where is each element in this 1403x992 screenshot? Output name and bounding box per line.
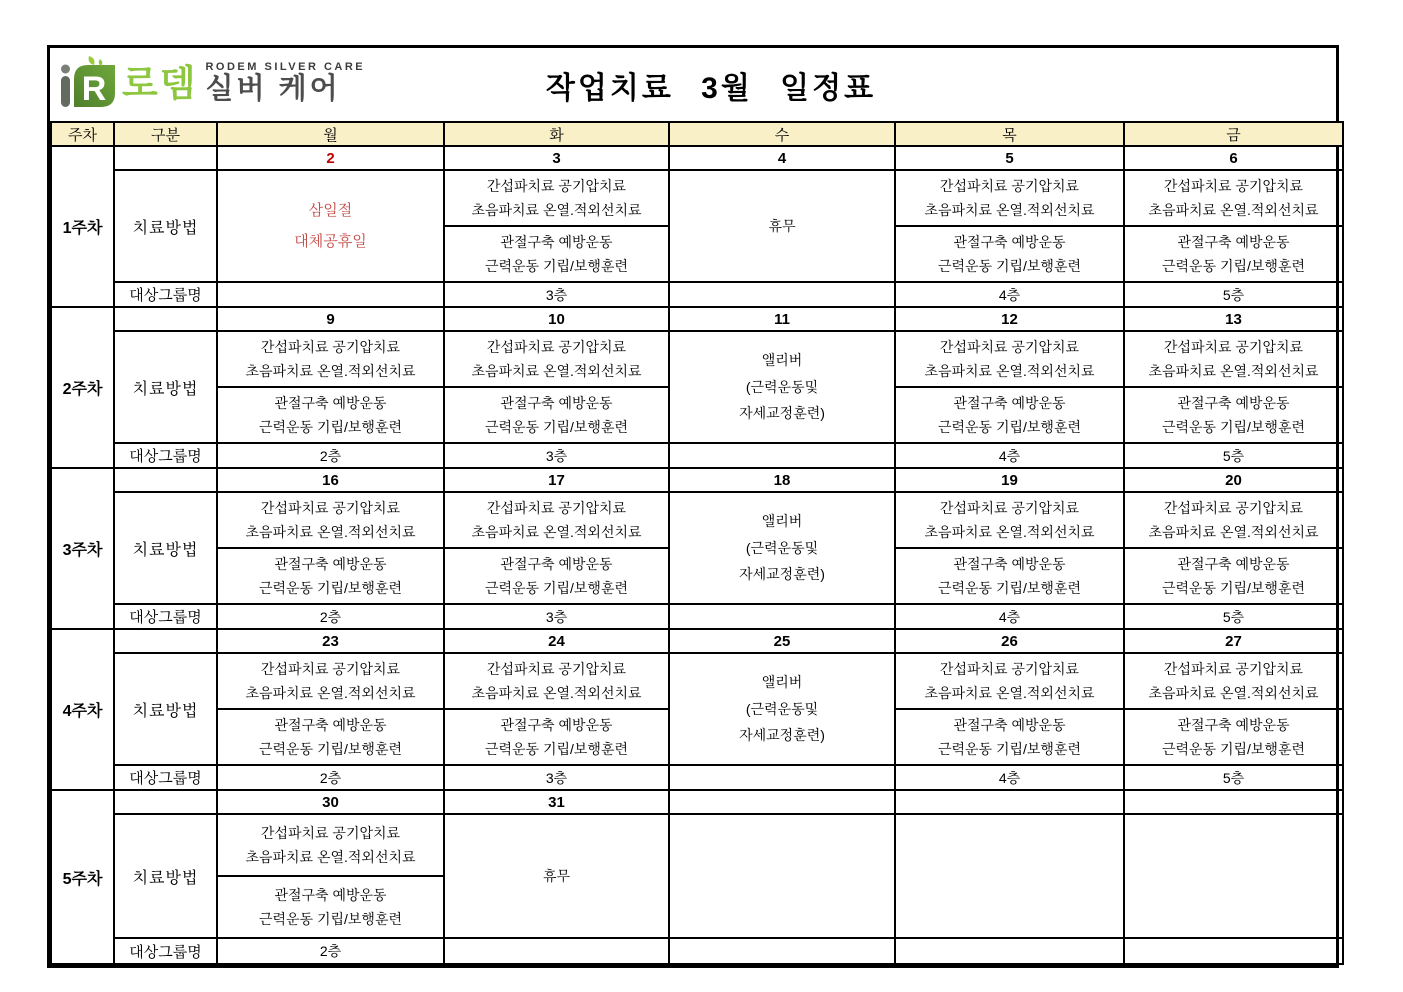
text-line: 관절구축 예방운동	[1177, 555, 1290, 572]
text-line: 삼일절	[308, 201, 353, 219]
text-line: 근력운동 기립/보행훈련	[937, 741, 1082, 757]
treatment-row-label: 치료방법	[114, 492, 217, 604]
group-cell	[669, 765, 895, 790]
text-line: 간섭파치료 공기압치료	[939, 660, 1080, 677]
treatment-cell-afternoon	[1124, 387, 1343, 443]
treatment-cell-afternoon	[1124, 709, 1343, 765]
treatment-row-label: 치료방법	[114, 170, 217, 282]
treatment-cell-morning	[444, 331, 669, 387]
header-thursday: 목	[895, 122, 1124, 146]
merged-cell	[669, 653, 895, 765]
treatment-cell-afternoon	[895, 709, 1124, 765]
category-spacer	[114, 468, 217, 492]
text-line: 자세교정훈련)	[739, 566, 825, 583]
text-line: 관절구축 예방운동	[500, 716, 613, 733]
text-line: 관절구축 예방운동	[953, 716, 1066, 733]
merged-cell	[444, 814, 669, 938]
group-cell: 2층	[217, 443, 444, 468]
date-cell: 25	[669, 629, 895, 653]
group-cell: 5층	[1124, 443, 1343, 468]
treatment-cell-afternoon	[1124, 548, 1343, 604]
text-line: 관절구축 예방운동	[274, 394, 387, 411]
group-cell: 5층	[1124, 604, 1343, 629]
rodem-logo	[58, 55, 365, 111]
merged-cell	[895, 814, 1124, 938]
text-line: 간섭파치료 공기압치료	[1163, 338, 1304, 355]
text-line: 초음파치료 온열.적외선치료	[245, 363, 416, 379]
treatment-row-label: 치료방법	[114, 814, 217, 938]
group-cell: 3층	[444, 282, 669, 307]
group-row-label: 대상그룹명	[114, 443, 217, 468]
merged-cell	[669, 492, 895, 604]
treatment-cell-morning	[895, 653, 1124, 709]
date-cell: 9	[217, 307, 444, 331]
group-cell: 3층	[444, 604, 669, 629]
merged-cell	[1124, 814, 1343, 938]
schedule-table	[50, 121, 1344, 965]
text-line: 근력운동 기립/보행훈련	[484, 419, 629, 435]
date-cell: 16	[217, 468, 444, 492]
group-cell: 5층	[1124, 765, 1343, 790]
text-line: 근력운동 기립/보행훈련	[258, 419, 403, 435]
week-label: 1주차	[51, 146, 114, 307]
text-line: 초음파치료 온열.적외선치료	[471, 524, 642, 540]
date-cell: 12	[895, 307, 1124, 331]
merged-cell	[669, 170, 895, 282]
group-row-label: 대상그룹명	[114, 765, 217, 790]
date-cell	[1124, 790, 1343, 814]
text-line: 간섭파치료 공기압치료	[939, 499, 1080, 516]
date-cell: 10	[444, 307, 669, 331]
text-line: 초음파치료 온열.적외선치료	[471, 202, 642, 218]
group-cell: 4층	[895, 443, 1124, 468]
text-line: 간섭파치료 공기압치료	[939, 177, 1080, 194]
treatment-cell-morning	[1124, 653, 1343, 709]
group-cell	[669, 443, 895, 468]
text-line: 자세교정훈련)	[739, 727, 825, 744]
header-week: 주차	[51, 122, 114, 146]
text-line: 관절구축 예방운동	[953, 233, 1066, 250]
category-spacer	[114, 307, 217, 331]
text-line: 근력운동 기립/보행훈련	[937, 419, 1082, 435]
text-line: 관절구축 예방운동	[1177, 233, 1290, 250]
logo-text-rodem: 로뎀	[122, 62, 198, 104]
merged-cell	[669, 814, 895, 938]
text-line: 관절구축 예방운동	[500, 394, 613, 411]
category-spacer	[114, 790, 217, 814]
text-line: 근력운동 기립/보행훈련	[258, 911, 403, 927]
header-monday: 월	[217, 122, 444, 146]
category-spacer	[114, 629, 217, 653]
text-line: 관절구축 예방운동	[274, 555, 387, 572]
page-title: 작업치료 3월 일정표	[545, 71, 877, 105]
text-line: 관절구축 예방운동	[1177, 716, 1290, 733]
group-cell: 2층	[217, 765, 444, 790]
date-cell: 31	[444, 790, 669, 814]
text-line: 근력운동 기립/보행훈련	[1161, 419, 1306, 435]
treatment-cell-morning	[217, 653, 444, 709]
group-cell: 2층	[217, 938, 444, 964]
date-cell: 20	[1124, 468, 1343, 492]
date-cell	[669, 790, 895, 814]
treatment-cell-morning	[1124, 170, 1343, 226]
text-line: 초음파치료 온열.적외선치료	[924, 202, 1095, 218]
group-row-label: 대상그룹명	[114, 938, 217, 964]
text-line: 초음파치료 온열.적외선치료	[471, 363, 642, 379]
text-line: 근력운동 기립/보행훈련	[484, 580, 629, 596]
date-cell: 18	[669, 468, 895, 492]
text-line: 근력운동 기립/보행훈련	[1161, 741, 1306, 757]
treatment-cell-morning	[444, 653, 669, 709]
date-cell: 2	[217, 146, 444, 170]
date-cell: 24	[444, 629, 669, 653]
text-line: 휴무	[542, 867, 571, 884]
header-category: 구분	[114, 122, 217, 146]
text-line: 초음파치료 온열.적외선치료	[245, 849, 416, 865]
text-line: 간섭파치료 공기압치료	[486, 338, 627, 355]
text-line: 근력운동 기립/보행훈련	[258, 580, 403, 596]
text-line: 간섭파치료 공기압치료	[1163, 499, 1304, 516]
date-cell	[895, 790, 1124, 814]
text-line: 간섭파치료 공기압치료	[1163, 660, 1304, 677]
treatment-cell-afternoon	[444, 548, 669, 604]
text-line: 관절구축 예방운동	[274, 886, 387, 903]
treatment-cell-morning	[1124, 492, 1343, 548]
week-label: 4주차	[51, 629, 114, 790]
header-tuesday: 화	[444, 122, 669, 146]
text-line: 자세교정훈련)	[739, 405, 825, 422]
logo-text-silvercare: 실버 케어	[205, 73, 341, 105]
text-line: 간섭파치료 공기압치료	[260, 660, 401, 677]
group-cell: 5층	[1124, 282, 1343, 307]
week-label: 3주차	[51, 468, 114, 629]
treatment-cell-morning	[895, 492, 1124, 548]
text-line: 앨리버	[761, 674, 803, 691]
date-cell: 19	[895, 468, 1124, 492]
week-label: 5주차	[51, 790, 114, 964]
treatment-cell-morning	[895, 170, 1124, 226]
treatment-cell-afternoon	[217, 709, 444, 765]
text-line: 관절구축 예방운동	[953, 394, 1066, 411]
text-line: 근력운동 기립/보행훈련	[1161, 580, 1306, 596]
text-line: 간섭파치료 공기압치료	[1163, 177, 1304, 194]
text-line: 초음파치료 온열.적외선치료	[245, 685, 416, 701]
group-row-label: 대상그룹명	[114, 604, 217, 629]
treatment-cell-afternoon	[895, 226, 1124, 282]
leaf-r-icon	[58, 55, 116, 111]
text-line: 관절구축 예방운동	[274, 716, 387, 733]
group-cell	[895, 938, 1124, 964]
merged-cell	[669, 331, 895, 443]
text-line: 근력운동 기립/보행훈련	[484, 258, 629, 274]
header-wednesday: 수	[669, 122, 895, 146]
date-cell: 26	[895, 629, 1124, 653]
text-line: 휴무	[768, 217, 796, 234]
header-friday: 금	[1124, 122, 1343, 146]
logo-subtext	[205, 62, 365, 104]
text-line: 초음파치료 온열.적외선치료	[924, 524, 1095, 540]
text-line: 앨리버	[761, 513, 803, 530]
date-cell: 13	[1124, 307, 1343, 331]
text-line: 근력운동 기립/보행훈련	[258, 741, 403, 757]
treatment-cell-afternoon	[895, 387, 1124, 443]
header-row	[51, 122, 1343, 146]
treatment-cell-morning	[217, 492, 444, 548]
group-cell: 4층	[895, 282, 1124, 307]
date-cell: 27	[1124, 629, 1343, 653]
date-cell: 30	[217, 790, 444, 814]
text-line: (근력운동및	[745, 539, 819, 556]
text-line: 간섭파치료 공기압치료	[260, 338, 401, 355]
group-cell	[669, 282, 895, 307]
treatment-cell-afternoon	[217, 548, 444, 604]
text-line: 초음파치료 온열.적외선치료	[471, 685, 642, 701]
text-line: 초음파치료 온열.적외선치료	[1148, 363, 1319, 379]
text-line: 간섭파치료 공기압치료	[260, 824, 401, 841]
text-line: 초음파치료 온열.적외선치료	[924, 685, 1095, 701]
text-line: 초음파치료 온열.적외선치료	[1148, 685, 1319, 701]
text-line: 초음파치료 온열.적외선치료	[245, 524, 416, 540]
treatment-row-label: 치료방법	[114, 331, 217, 443]
text-line: 간섭파치료 공기압치료	[260, 499, 401, 516]
treatment-cell-morning	[217, 331, 444, 387]
text-line: 간섭파치료 공기압치료	[486, 499, 627, 516]
treatment-cell-afternoon	[1124, 226, 1343, 282]
treatment-cell-afternoon	[444, 226, 669, 282]
text-line: 관절구축 예방운동	[953, 555, 1066, 572]
text-line: (근력운동및	[745, 700, 819, 717]
svg-text:R: R	[81, 70, 107, 108]
treatment-cell-afternoon	[217, 387, 444, 443]
text-line: 관절구축 예방운동	[500, 233, 613, 250]
text-line: 근력운동 기립/보행훈련	[484, 741, 629, 757]
text-line: 앨리버	[761, 352, 803, 369]
treatment-cell-morning	[217, 814, 444, 876]
group-cell	[217, 282, 444, 307]
schedule-sheet	[47, 45, 1339, 968]
date-cell: 17	[444, 468, 669, 492]
group-cell	[1124, 938, 1343, 964]
text-line: 근력운동 기립/보행훈련	[937, 258, 1082, 274]
group-row-label: 대상그룹명	[114, 282, 217, 307]
text-line: (근력운동및	[745, 378, 819, 395]
treatment-cell-afternoon	[444, 387, 669, 443]
treatment-cell-morning	[1124, 331, 1343, 387]
logo-text-english: RODEM SILVER CARE	[205, 61, 366, 73]
date-cell: 3	[444, 146, 669, 170]
date-cell: 4	[669, 146, 895, 170]
date-cell: 11	[669, 307, 895, 331]
text-line: 간섭파치료 공기압치료	[939, 338, 1080, 355]
text-line: 관절구축 예방운동	[500, 555, 613, 572]
group-cell: 3층	[444, 765, 669, 790]
text-line: 초음파치료 온열.적외선치료	[1148, 202, 1319, 218]
text-line: 관절구축 예방운동	[1177, 394, 1290, 411]
treatment-cell-morning	[444, 492, 669, 548]
text-line: 간섭파치료 공기압치료	[486, 660, 627, 677]
group-cell: 4층	[895, 765, 1124, 790]
text-line: 근력운동 기립/보행훈련	[937, 580, 1082, 596]
treatment-cell-morning	[895, 331, 1124, 387]
text-line: 근력운동 기립/보행훈련	[1161, 258, 1306, 274]
group-cell: 2층	[217, 604, 444, 629]
category-spacer	[114, 146, 217, 170]
treatment-cell-afternoon	[895, 548, 1124, 604]
group-cell: 3층	[444, 443, 669, 468]
brand-band	[50, 48, 1336, 121]
group-cell: 4층	[895, 604, 1124, 629]
date-cell: 23	[217, 629, 444, 653]
treatment-cell-morning	[444, 170, 669, 226]
treatment-row-label: 치료방법	[114, 653, 217, 765]
treatment-cell-afternoon	[217, 876, 444, 938]
merged-cell	[217, 170, 444, 282]
treatment-cell-afternoon	[444, 709, 669, 765]
group-cell	[669, 938, 895, 964]
text-line: 초음파치료 온열.적외선치료	[924, 363, 1095, 379]
group-cell	[444, 938, 669, 964]
text-line: 초음파치료 온열.적외선치료	[1148, 524, 1319, 540]
date-cell: 5	[895, 146, 1124, 170]
week-label: 2주차	[51, 307, 114, 468]
text-line: 간섭파치료 공기압치료	[486, 177, 627, 194]
text-line: 대체공휴일	[294, 233, 367, 250]
group-cell	[669, 604, 895, 629]
date-cell: 6	[1124, 146, 1343, 170]
